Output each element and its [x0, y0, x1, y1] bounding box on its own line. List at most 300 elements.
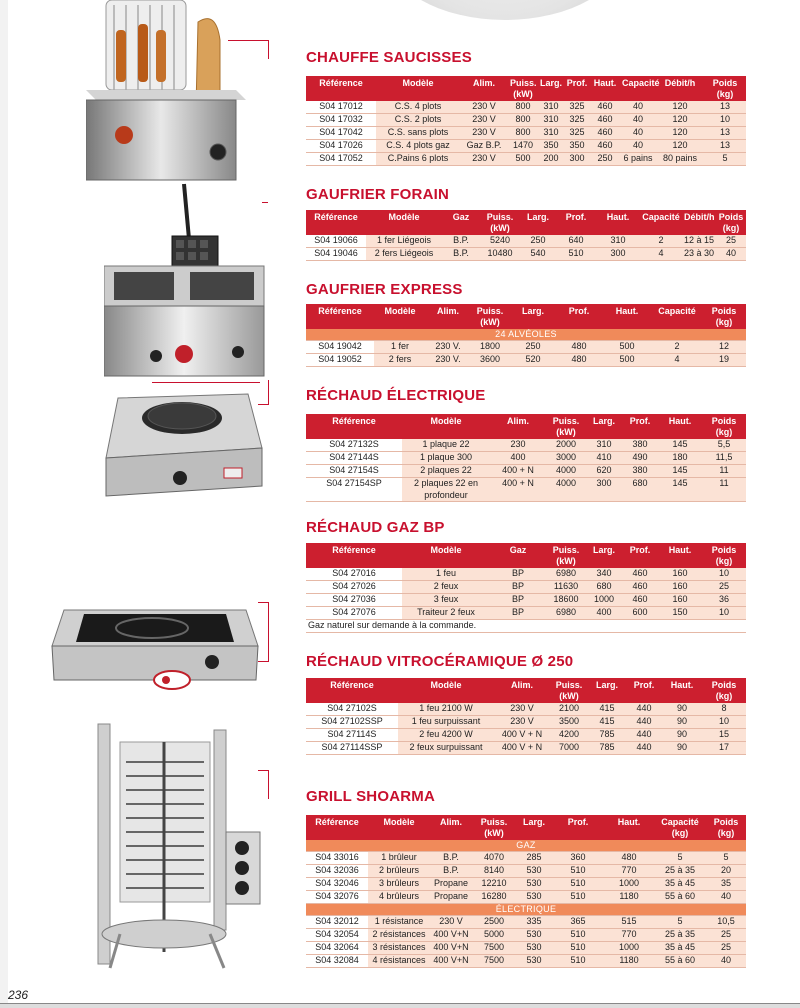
table-cell: 40	[716, 248, 746, 261]
table-cell: 530	[516, 942, 552, 955]
table-cell: 3 résistances	[368, 942, 430, 955]
footer-bar	[0, 1004, 800, 1008]
col-header: Puiss. (kW)	[472, 815, 516, 840]
table-cell: 40	[620, 127, 656, 140]
table-cell: 13	[704, 140, 746, 153]
col-header: Haut.	[596, 210, 640, 235]
col-header: Poids (kg)	[704, 76, 746, 101]
table-cell: 10	[702, 607, 746, 620]
table-row	[306, 153, 746, 166]
hot-dog-warmer-icon	[86, 0, 246, 182]
table-cell: 460	[590, 114, 620, 127]
table-cell: 12	[702, 341, 746, 354]
table-cell: 5	[654, 916, 706, 929]
table-cell: 40	[620, 101, 656, 114]
table-cell: C.S. 2 plots	[376, 114, 460, 127]
table-cell: 250	[520, 235, 556, 248]
table-cell: 19	[702, 354, 746, 367]
table-row	[306, 955, 746, 968]
table-cell: 510	[552, 891, 604, 904]
table-cell: 800	[508, 101, 538, 114]
col-header: Larg.	[588, 678, 626, 703]
table-body	[306, 568, 746, 633]
table-cell: 510	[552, 878, 604, 891]
section-title-grill-shoarma: GRILL SHOARMA	[306, 788, 435, 805]
table-row	[306, 114, 746, 127]
col-header: Gaz	[442, 210, 480, 235]
table-cell: S04 32064	[306, 942, 368, 955]
table-cell: S04 19046	[306, 248, 366, 261]
table-cell: 35	[706, 878, 746, 891]
col-header: Référence	[306, 304, 374, 329]
table-cell: 285	[516, 852, 552, 865]
table-cell: S04 32054	[306, 929, 368, 942]
table-cell: S04 27102SSP	[306, 716, 398, 729]
table-cell: 310	[586, 439, 622, 452]
table-row	[306, 235, 746, 248]
col-header: Poids (kg)	[702, 678, 746, 703]
table-cell: 1800	[470, 341, 510, 354]
table-cell: 230 V	[494, 716, 550, 729]
table-row	[306, 594, 746, 607]
table-row	[306, 478, 746, 502]
col-header: Poids (kg)	[702, 304, 746, 329]
col-header: Modèle	[368, 815, 430, 840]
table-cell: 770	[604, 929, 654, 942]
table-cell: Propane	[430, 891, 472, 904]
table-cell: 300	[586, 478, 622, 502]
table-cell: 460	[622, 568, 658, 581]
table-cell: 400 V+N	[430, 955, 472, 968]
table-cell: 6 pains	[620, 153, 656, 166]
table-cell: 4200	[550, 729, 588, 742]
col-header: Modèle	[374, 304, 426, 329]
table-cell: 640	[556, 235, 596, 248]
table-cell: 500	[602, 341, 652, 354]
col-header: Poids (kg)	[706, 815, 746, 840]
table-cell: 785	[588, 729, 626, 742]
table-cell: 440	[626, 703, 662, 716]
col-header: Larg.	[516, 815, 552, 840]
table-cell: 800	[508, 127, 538, 140]
col-header: Débit/h	[682, 210, 716, 235]
table-cell: S04 27144S	[306, 452, 402, 465]
col-header: Haut.	[658, 543, 702, 568]
table-cell: S04 27132S	[306, 439, 402, 452]
col-header: Modèle	[366, 210, 442, 235]
table-cell: 785	[588, 742, 626, 755]
table-cell: 310	[538, 101, 564, 114]
table-rechaud-electrique	[306, 414, 746, 502]
table-cell: 1 plaque 300	[402, 452, 490, 465]
table-cell: 160	[658, 594, 702, 607]
table-row	[306, 916, 746, 929]
table-rechaud-gaz-bp	[306, 543, 746, 633]
table-cell: 400	[586, 607, 622, 620]
col-header: Haut.	[658, 414, 702, 439]
ceramic-hob-icon	[50, 606, 260, 694]
table-cell: 230 V	[430, 916, 472, 929]
col-header: Prof.	[564, 76, 590, 101]
table-cell: S04 17042	[306, 127, 376, 140]
table-cell: 500	[508, 153, 538, 166]
table-cell: 230 V	[460, 153, 508, 166]
table-cell: 480	[556, 341, 602, 354]
table-header	[306, 304, 746, 329]
table-cell: C.Pains 6 plots	[376, 153, 460, 166]
table-cell: S04 19066	[306, 235, 366, 248]
table-cell: 480	[604, 852, 654, 865]
table-cell: 4 brûleurs	[368, 891, 430, 904]
table-cell: 770	[604, 865, 654, 878]
table-cell: S04 27016	[306, 568, 402, 581]
table-cell: 5	[704, 153, 746, 166]
table-cell: 145	[658, 465, 702, 478]
section-title-gaufrier-express: GAUFRIER EXPRESS	[306, 281, 463, 298]
table-cell: S04 27154SP	[306, 478, 402, 502]
table-cell: 90	[662, 716, 702, 729]
table-cell: 10	[702, 568, 746, 581]
table-subheader: GAZ	[306, 840, 746, 852]
table-cell: 325	[564, 101, 590, 114]
table-cell: 230 V.	[426, 341, 470, 354]
table-cell: 11,5	[702, 452, 746, 465]
page-edge	[0, 0, 8, 1008]
col-header: Larg.	[586, 414, 622, 439]
table-cell: 230	[490, 439, 546, 452]
col-header: Modèle	[376, 76, 460, 101]
table-cell: 40	[620, 114, 656, 127]
table-cell: 680	[586, 581, 622, 594]
table-cell: 350	[564, 140, 590, 153]
table-cell: 510	[556, 248, 596, 261]
table-cell: S04 27036	[306, 594, 402, 607]
table-cell: 440	[626, 742, 662, 755]
table-cell: 540	[520, 248, 556, 261]
table-cell: 17	[702, 742, 746, 755]
col-header: Référence	[306, 543, 402, 568]
table-row	[306, 742, 746, 755]
table-subheader: ÉLECTRIQUE	[306, 904, 746, 916]
table-row	[306, 465, 746, 478]
table-gaufrier-express	[306, 304, 746, 367]
table-row	[306, 865, 746, 878]
table-header	[306, 815, 746, 840]
table-cell: 11	[702, 465, 746, 478]
table-body	[306, 235, 746, 261]
section-title-rechaud-gaz-bp: RÉCHAUD GAZ BP	[306, 519, 445, 536]
table-cell: Traiteur 2 feux	[402, 607, 490, 620]
col-header: Poids (kg)	[702, 414, 746, 439]
table-cell: 310	[596, 235, 640, 248]
table-header	[306, 210, 746, 235]
col-header: Capacité	[640, 210, 682, 235]
table-cell: 1 brûleur	[368, 852, 430, 865]
table-cell: 120	[656, 140, 704, 153]
col-header: Puiss. (kW)	[550, 678, 588, 703]
table-cell: S04 17052	[306, 153, 376, 166]
table-cell: S04 33016	[306, 852, 368, 865]
table-cell: 400 V + N	[494, 729, 550, 742]
table-cell: S04 17012	[306, 101, 376, 114]
table-cell: Propane	[430, 878, 472, 891]
section-title-rechaud-electrique: RÉCHAUD ÉLECTRIQUE	[306, 387, 486, 404]
table-cell: 150	[658, 607, 702, 620]
col-header: Haut.	[662, 678, 702, 703]
table-cell: 520	[510, 354, 556, 367]
table-cell: 4	[640, 248, 682, 261]
col-header: Alim.	[494, 678, 550, 703]
table-cell: 11	[702, 478, 746, 502]
table-cell: 25 à 35	[654, 865, 706, 878]
table-cell: 310	[538, 114, 564, 127]
table-header	[306, 678, 746, 703]
col-header: Référence	[306, 815, 368, 840]
table-cell: S04 27114SSP	[306, 742, 398, 755]
table-cell: 25	[702, 581, 746, 594]
table-cell: 415	[588, 703, 626, 716]
table-cell: 145	[658, 478, 702, 502]
table-cell: 1 fer Liégeois	[366, 235, 442, 248]
table-body	[306, 439, 746, 502]
table-cell: 6980	[546, 568, 586, 581]
table-cell: 10,5	[706, 916, 746, 929]
table-cell: 3500	[550, 716, 588, 729]
table-row	[306, 703, 746, 716]
shawarma-grill-icon	[90, 722, 266, 972]
table-cell: 3 feux	[402, 594, 490, 607]
table-row	[306, 101, 746, 114]
section-title-chauffe-saucisses: CHAUFFE SAUCISSES	[306, 49, 472, 66]
table-cell: 680	[622, 478, 658, 502]
table-cell: 5,5	[702, 439, 746, 452]
col-header: Larg.	[586, 543, 622, 568]
table-cell: 6980	[546, 607, 586, 620]
table-cell: 250	[510, 341, 556, 354]
table-cell: 35 à 45	[654, 942, 706, 955]
col-header: Puiss. (kW)	[480, 210, 520, 235]
table-cell: 160	[658, 568, 702, 581]
table-cell: 36	[702, 594, 746, 607]
table-cell: 440	[626, 729, 662, 742]
col-header: Puiss. (kW)	[510, 78, 537, 99]
table-cell: 120	[656, 114, 704, 127]
col-header: Haut.	[602, 304, 652, 329]
table-cell: 200	[538, 153, 564, 166]
table-cell: 5	[706, 852, 746, 865]
table-subheader-row	[306, 329, 746, 341]
table-cell: 300	[564, 153, 590, 166]
electric-hotplate-icon	[98, 388, 264, 498]
table-cell: 2 plaques 22	[402, 465, 490, 478]
col-header: Prof.	[556, 210, 596, 235]
table-body	[306, 101, 746, 166]
table-cell: 360	[552, 852, 604, 865]
col-header: Haut.	[590, 76, 620, 101]
table-cell: 300	[596, 248, 640, 261]
table-cell: 1000	[604, 942, 654, 955]
table-cell: 440	[626, 716, 662, 729]
table-cell: 4 résistances	[368, 955, 430, 968]
table-cell: 40	[706, 891, 746, 904]
col-header: Capacité	[652, 304, 702, 329]
col-header: Prof.	[622, 414, 658, 439]
table-cell: 600	[622, 607, 658, 620]
table-cell: 325	[564, 114, 590, 127]
table-cell: 120	[656, 127, 704, 140]
table-cell: 18600	[546, 594, 586, 607]
waffle-maker-fair-icon	[104, 182, 268, 380]
col-header: Capacité (kg)	[654, 815, 706, 840]
table-cell: 90	[662, 729, 702, 742]
table-cell: 1 feu 2100 W	[398, 703, 494, 716]
table-cell: 23 à 30	[682, 248, 716, 261]
table-subheader: 24 ALVÉOLES	[306, 329, 746, 341]
table-cell: 10480	[480, 248, 520, 261]
table-cell: 2 feu 4200 W	[398, 729, 494, 742]
table-cell: BP	[490, 581, 546, 594]
table-row	[306, 439, 746, 452]
table-cell: 400 + N	[490, 478, 546, 502]
table-body	[306, 840, 746, 968]
col-header: Référence	[306, 414, 402, 439]
table-header	[306, 414, 746, 439]
table-cell: 13	[704, 101, 746, 114]
table-cell: 20	[706, 865, 746, 878]
table-cell: 1 feu surpuissant	[398, 716, 494, 729]
table-body	[306, 703, 746, 755]
table-cell: C.S. 4 plots gaz	[376, 140, 460, 153]
table-cell: 145	[658, 439, 702, 452]
col-header: Gaz	[490, 543, 546, 568]
col-header: Capacité	[620, 76, 656, 101]
table-cell: 500	[602, 354, 652, 367]
table-cell: 2 plaques 22 en profondeur	[402, 478, 490, 502]
table-row	[306, 127, 746, 140]
table-cell: S04 32012	[306, 916, 368, 929]
table-cell: 10	[702, 716, 746, 729]
table-cell: 410	[586, 452, 622, 465]
table-cell: 480	[556, 354, 602, 367]
col-header: Poids (kg)	[702, 543, 746, 568]
table-cell: 250	[590, 153, 620, 166]
table-cell: 8	[702, 703, 746, 716]
table-cell: 40	[706, 955, 746, 968]
table-cell: 230 V.	[426, 354, 470, 367]
table-cell: 2500	[472, 916, 516, 929]
col-header: Alim.	[460, 76, 508, 101]
table-cell: 90	[662, 703, 702, 716]
col-header: Débit/h	[656, 76, 704, 101]
table-header	[306, 543, 746, 568]
table-cell: 2100	[550, 703, 588, 716]
table-cell: S04 27114S	[306, 729, 398, 742]
table-cell: S04 32046	[306, 878, 368, 891]
table-cell: 230 V	[460, 127, 508, 140]
table-cell: 510	[552, 929, 604, 942]
table-cell: 2 fers	[374, 354, 426, 367]
table-cell: C.S. 4 plots	[376, 101, 460, 114]
table-note-row	[306, 620, 746, 633]
table-cell: 400	[490, 452, 546, 465]
table-row	[306, 716, 746, 729]
table-cell: 12 à 15	[682, 235, 716, 248]
table-note: Gaz naturel sur demande à la commande.	[306, 620, 746, 633]
table-cell: 10	[704, 114, 746, 127]
table-cell: 7500	[472, 955, 516, 968]
col-header: Alim.	[430, 815, 472, 840]
table-cell: 3000	[546, 452, 586, 465]
table-cell: 400 V + N	[494, 742, 550, 755]
col-header: Poids (kg)	[716, 210, 746, 235]
table-cell: 365	[552, 916, 604, 929]
table-body	[306, 329, 746, 367]
table-cell: 7500	[472, 942, 516, 955]
table-cell: 1000	[586, 594, 622, 607]
table-cell: 335	[516, 916, 552, 929]
table-cell: B.P.	[430, 865, 472, 878]
table-cell: 7000	[550, 742, 588, 755]
table-cell: 340	[586, 568, 622, 581]
table-cell: S04 19042	[306, 341, 374, 354]
table-cell: 160	[658, 581, 702, 594]
table-cell: 25 à 35	[654, 929, 706, 942]
table-row	[306, 248, 746, 261]
table-row	[306, 140, 746, 153]
table-cell: 400 + N	[490, 465, 546, 478]
table-rechaud-vitroceramique	[306, 678, 746, 755]
table-row	[306, 581, 746, 594]
table-cell: 1470	[508, 140, 538, 153]
table-cell: 310	[538, 127, 564, 140]
col-header: Puiss. (kW)	[546, 543, 586, 568]
table-cell: S04 32036	[306, 865, 368, 878]
col-header: Prof.	[556, 304, 602, 329]
table-cell: 400 V+N	[430, 942, 472, 955]
table-cell: 510	[552, 942, 604, 955]
table-cell: 3600	[470, 354, 510, 367]
table-cell: 1180	[604, 891, 654, 904]
table-cell: 1000	[604, 878, 654, 891]
table-cell: 2 feux surpuissant	[398, 742, 494, 755]
col-header: Larg.	[510, 304, 556, 329]
table-cell: 25	[706, 942, 746, 955]
table-cell: 4000	[546, 465, 586, 478]
table-cell: 4000	[546, 478, 586, 502]
table-cell: 460	[622, 581, 658, 594]
table-cell: 800	[508, 114, 538, 127]
section-title-gaufrier-forain: GAUFRIER FORAIN	[306, 186, 449, 203]
table-row	[306, 452, 746, 465]
table-cell: 2 fers Liégeois	[366, 248, 442, 261]
table-cell: BP	[490, 594, 546, 607]
table-cell: 510	[552, 865, 604, 878]
table-cell: S04 32076	[306, 891, 368, 904]
table-cell: 2	[652, 341, 702, 354]
table-cell: Gaz B.P.	[460, 140, 508, 153]
table-cell: 530	[516, 955, 552, 968]
table-cell: 325	[564, 127, 590, 140]
table-cell: 460	[590, 127, 620, 140]
table-cell: 5	[654, 852, 706, 865]
table-cell: 35 à 45	[654, 878, 706, 891]
col-header: Prof.	[622, 543, 658, 568]
table-cell: 8140	[472, 865, 516, 878]
table-cell: 3 brûleurs	[368, 878, 430, 891]
table-cell: 230 V	[494, 703, 550, 716]
col-header: Larg.	[538, 76, 564, 101]
table-cell: 530	[516, 891, 552, 904]
